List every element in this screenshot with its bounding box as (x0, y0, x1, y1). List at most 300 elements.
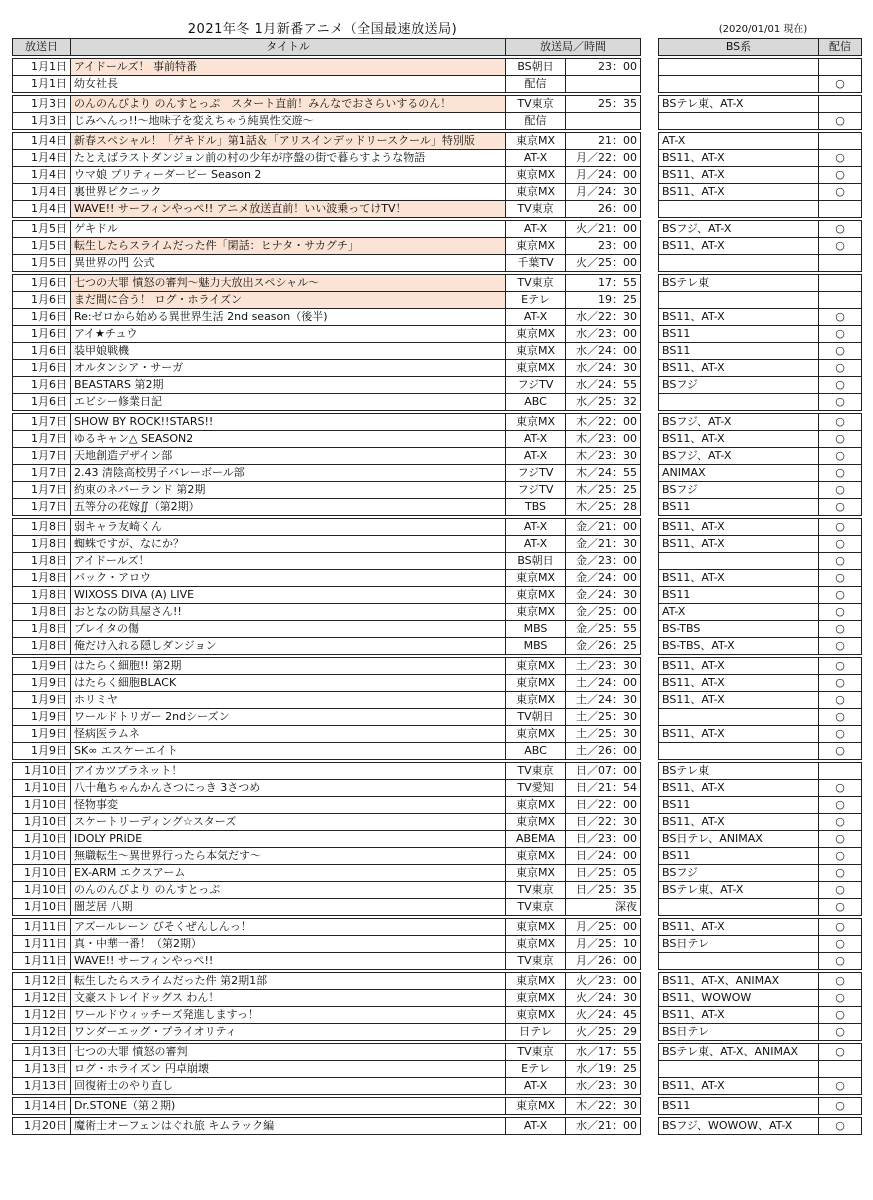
delivery-mark: ○ (819, 936, 862, 953)
delivery-mark: ○ (819, 465, 862, 482)
bs-stations: BSフジ、WOWOW、AT-X (659, 1118, 819, 1135)
bs-row (659, 519, 862, 536)
anime-title: オルタンシア・サーガ (71, 360, 506, 377)
broadcast-time: 水／23：30 (566, 1078, 641, 1095)
bs-row (659, 780, 862, 797)
air-date: 1月11日 (13, 919, 71, 936)
broadcast-time: 日／21：54 (566, 780, 641, 797)
broadcast-station: MBS (506, 621, 566, 638)
air-date: 1月9日 (13, 658, 71, 675)
bs-row (659, 953, 862, 970)
bs-row (659, 309, 862, 326)
broadcast-station: 東京MX (506, 726, 566, 743)
schedule-row (13, 221, 641, 238)
delivery-mark: ○ (819, 553, 862, 570)
air-date: 1月6日 (13, 292, 71, 309)
anime-title: 五等分の花嫁∬（第2期） (71, 499, 506, 516)
bs-row (659, 499, 862, 516)
broadcast-time: 火／23：00 (566, 973, 641, 990)
anime-title: 八十亀ちゃんかんさつにっき 3さつめ (71, 780, 506, 797)
schedule-row (13, 275, 641, 292)
bs-row (659, 133, 862, 150)
bs-stations (659, 743, 819, 760)
broadcast-time: 23：00 (566, 238, 641, 255)
broadcast-time: 水／24：55 (566, 377, 641, 394)
broadcast-time: 金／25：00 (566, 604, 641, 621)
broadcast-time (566, 113, 641, 130)
bs-stations: AT-X (659, 604, 819, 621)
broadcast-station: TV愛知 (506, 780, 566, 797)
anime-title: 怪病医ラムネ (71, 726, 506, 743)
bs-row (659, 326, 862, 343)
schedule-row (13, 343, 641, 360)
schedule-row (13, 482, 641, 499)
broadcast-time: 金／21：00 (566, 519, 641, 536)
bs-row (659, 848, 862, 865)
air-date: 1月10日 (13, 831, 71, 848)
anime-title: じみへんっ!!～地味子を変えちゃう純異性交遊～ (71, 113, 506, 130)
bs-row (659, 238, 862, 255)
anime-title: 真・中華一番！（第2期） (71, 936, 506, 953)
bs-stations: BS-TBS、AT-X (659, 638, 819, 655)
bs-row (659, 1061, 862, 1078)
bs-row (659, 1024, 862, 1041)
bs-stations (659, 255, 819, 272)
bs-row (659, 1078, 862, 1095)
broadcast-station: TV東京 (506, 953, 566, 970)
delivery-mark: ○ (819, 797, 862, 814)
bs-stations: BSフジ (659, 865, 819, 882)
broadcast-station: TV東京 (506, 201, 566, 218)
broadcast-station: フジTV (506, 482, 566, 499)
broadcast-time: 日／25：05 (566, 865, 641, 882)
bs-stations: BS日テレ (659, 1024, 819, 1041)
broadcast-station: Eテレ (506, 1061, 566, 1078)
bs-row (659, 553, 862, 570)
air-date: 1月4日 (13, 133, 71, 150)
broadcast-station: TV東京 (506, 882, 566, 899)
delivery-mark: ○ (819, 882, 862, 899)
anime-title: ワンダーエッグ・プライオリティ (71, 1024, 506, 1041)
anime-title: EX-ARM エクスアーム (71, 865, 506, 882)
broadcast-station: 日テレ (506, 1024, 566, 1041)
air-date: 1月10日 (13, 763, 71, 780)
broadcast-time: 土／25：30 (566, 709, 641, 726)
air-date: 1月3日 (13, 96, 71, 113)
broadcast-station: 東京MX (506, 587, 566, 604)
anime-title: WAVE!! サーフィンやっぺ!! (71, 953, 506, 970)
bs-stations: BSフジ (659, 377, 819, 394)
bs-table (658, 38, 862, 1135)
schedule-row (13, 990, 641, 1007)
broadcast-station: TV東京 (506, 96, 566, 113)
as-of-date: (2020/01/01 現在) (718, 24, 808, 35)
delivery-mark: ○ (819, 326, 862, 343)
air-date: 1月14日 (13, 1098, 71, 1115)
broadcast-station: 東京MX (506, 1007, 566, 1024)
anime-title: おとなの防具屋さん!! (71, 604, 506, 621)
delivery-mark: ○ (819, 709, 862, 726)
broadcast-time: 日／22：30 (566, 814, 641, 831)
delivery-mark: ○ (819, 343, 862, 360)
bs-stations (659, 292, 819, 309)
anime-title: 闇芝居 八期 (71, 899, 506, 916)
header-row (659, 39, 862, 56)
broadcast-time: 25：35 (566, 96, 641, 113)
header-station: 放送局／時間 (506, 39, 641, 56)
schedule-row (13, 1118, 641, 1135)
air-date: 1月13日 (13, 1078, 71, 1095)
bs-row (659, 973, 862, 990)
schedule-row (13, 936, 641, 953)
delivery-mark: ○ (819, 848, 862, 865)
bs-stations: BS11、AT-X (659, 1007, 819, 1024)
schedule-row (13, 431, 641, 448)
delivery-mark: ○ (819, 360, 862, 377)
schedule-row (13, 309, 641, 326)
air-date: 1月13日 (13, 1044, 71, 1061)
bs-stations: BS日テレ、ANIMAX (659, 831, 819, 848)
delivery-mark: ○ (819, 953, 862, 970)
air-date: 1月4日 (13, 184, 71, 201)
schedule-row (13, 780, 641, 797)
anime-title: のんのんびより のんすとっぷ (71, 882, 506, 899)
broadcast-time: 木／23：30 (566, 448, 641, 465)
bs-row (659, 275, 862, 292)
broadcast-station: AT-X (506, 1118, 566, 1135)
anime-title: アイ★チュウ (71, 326, 506, 343)
air-date: 1月6日 (13, 343, 71, 360)
delivery-mark: ○ (819, 394, 862, 411)
broadcast-time: 火／24：30 (566, 990, 641, 1007)
broadcast-station: TV朝日 (506, 709, 566, 726)
anime-title: 2.43 清陰高校男子バレーボール部 (71, 465, 506, 482)
air-date: 1月10日 (13, 865, 71, 882)
broadcast-station: TBS (506, 499, 566, 516)
anime-title: Dr.STONE（第２期) (71, 1098, 506, 1115)
delivery-mark: ○ (819, 113, 862, 130)
bs-row (659, 448, 862, 465)
air-date: 1月9日 (13, 743, 71, 760)
broadcast-time: 23：00 (566, 59, 641, 76)
schedule-row (13, 658, 641, 675)
bs-row (659, 919, 862, 936)
anime-title: 七つの大罪 憤怒の審判～魅力大放出スペシャル～ (71, 275, 506, 292)
delivery-mark: ○ (819, 1118, 862, 1135)
anime-title: エビシー修業日記 (71, 394, 506, 411)
header-title: タイトル (71, 39, 506, 56)
bs-stations (659, 201, 819, 218)
bs-stations: BS11 (659, 343, 819, 360)
anime-title: ワールドトリガー 2ndシーズン (71, 709, 506, 726)
bs-stations: BS11、AT-X (659, 1078, 819, 1095)
bs-stations: BSフジ、AT-X (659, 414, 819, 431)
delivery-mark (819, 1061, 862, 1078)
bs-stations: BS11、WOWOW (659, 990, 819, 1007)
air-date: 1月8日 (13, 587, 71, 604)
anime-title: 俺だけ入れる隠しダンジョン (71, 638, 506, 655)
bs-row (659, 184, 862, 201)
air-date: 1月12日 (13, 973, 71, 990)
air-date: 1月20日 (13, 1118, 71, 1135)
broadcast-station: TV東京 (506, 763, 566, 780)
broadcast-time: 木／24：55 (566, 465, 641, 482)
broadcast-time: 21：00 (566, 133, 641, 150)
air-date: 1月4日 (13, 201, 71, 218)
bs-stations: BS11、AT-X (659, 658, 819, 675)
bs-stations: BS11、AT-X (659, 536, 819, 553)
broadcast-time: 火／24：45 (566, 1007, 641, 1024)
delivery-mark: ○ (819, 675, 862, 692)
page-title: 2021年冬 1月新番アニメ（全国最速放送局) (187, 22, 458, 37)
broadcast-station: AT-X (506, 221, 566, 238)
delivery-mark: ○ (819, 150, 862, 167)
bs-row (659, 604, 862, 621)
broadcast-time: 日／25：35 (566, 882, 641, 899)
delivery-mark (819, 201, 862, 218)
schedule-row (13, 394, 641, 411)
anime-title: BEASTARS 第2期 (71, 377, 506, 394)
schedule-row (13, 326, 641, 343)
bs-row (659, 394, 862, 411)
anime-title: ゲキドル (71, 221, 506, 238)
delivery-mark: ○ (819, 621, 862, 638)
delivery-mark (819, 275, 862, 292)
schedule-row (13, 377, 641, 394)
schedule-row (13, 150, 641, 167)
delivery-mark (819, 59, 862, 76)
bs-stations: BSフジ、AT-X (659, 221, 819, 238)
anime-title: アイカツプラネット！ (71, 763, 506, 780)
air-date: 1月6日 (13, 326, 71, 343)
air-date: 1月9日 (13, 709, 71, 726)
delivery-mark: ○ (819, 831, 862, 848)
broadcast-time: 深夜 (566, 899, 641, 916)
bs-stations: BS11、AT-X (659, 431, 819, 448)
broadcast-time: 金／24：00 (566, 570, 641, 587)
air-date: 1月10日 (13, 848, 71, 865)
bs-row (659, 570, 862, 587)
air-date: 1月1日 (13, 76, 71, 93)
broadcast-station: 東京MX (506, 848, 566, 865)
broadcast-station: 東京MX (506, 167, 566, 184)
delivery-mark: ○ (819, 309, 862, 326)
delivery-mark: ○ (819, 431, 862, 448)
air-date: 1月8日 (13, 638, 71, 655)
bs-stations: BSテレ東、AT-X (659, 882, 819, 899)
bs-row (659, 536, 862, 553)
broadcast-station: BS朝日 (506, 59, 566, 76)
broadcast-station: 東京MX (506, 990, 566, 1007)
delivery-mark: ○ (819, 536, 862, 553)
air-date: 1月11日 (13, 953, 71, 970)
delivery-mark: ○ (819, 990, 862, 1007)
schedule-row (13, 1078, 641, 1095)
bs-stations: ANIMAX (659, 465, 819, 482)
broadcast-station: MBS (506, 638, 566, 655)
bs-row (659, 59, 862, 76)
schedule-row (13, 1024, 641, 1041)
bs-row (659, 936, 862, 953)
delivery-mark: ○ (819, 76, 862, 93)
bs-stations (659, 113, 819, 130)
schedule-row (13, 899, 641, 916)
broadcast-time: 土／26：00 (566, 743, 641, 760)
bs-row (659, 255, 862, 272)
schedule-row (13, 133, 641, 150)
broadcast-station: AT-X (506, 519, 566, 536)
broadcast-station: 配信 (506, 113, 566, 130)
bs-stations: BS11、AT-X (659, 726, 819, 743)
broadcast-station: 東京MX (506, 814, 566, 831)
delivery-mark: ○ (819, 414, 862, 431)
bs-row (659, 814, 862, 831)
broadcast-station: 東京MX (506, 692, 566, 709)
broadcast-time: 水／24：30 (566, 360, 641, 377)
broadcast-time: 17：55 (566, 275, 641, 292)
delivery-mark: ○ (819, 570, 862, 587)
bs-row (659, 675, 862, 692)
delivery-mark: ○ (819, 638, 862, 655)
broadcast-station: ABEMA (506, 831, 566, 848)
air-date: 1月7日 (13, 448, 71, 465)
bs-stations: BS11、AT-X (659, 167, 819, 184)
air-date: 1月8日 (13, 604, 71, 621)
broadcast-station: 東京MX (506, 343, 566, 360)
broadcast-station: 東京MX (506, 414, 566, 431)
schedule-row (13, 743, 641, 760)
bs-row (659, 1007, 862, 1024)
bs-row (659, 621, 862, 638)
anime-title: SHOW BY ROCK!!STARS!! (71, 414, 506, 431)
bs-row (659, 360, 862, 377)
broadcast-time: 月／25：10 (566, 936, 641, 953)
air-date: 1月10日 (13, 780, 71, 797)
air-date: 1月10日 (13, 899, 71, 916)
delivery-mark: ○ (819, 482, 862, 499)
bs-row (659, 692, 862, 709)
air-date: 1月12日 (13, 1007, 71, 1024)
schedule-row (13, 726, 641, 743)
anime-title: 天地創造デザイン部 (71, 448, 506, 465)
broadcast-time: 26：00 (566, 201, 641, 218)
bs-stations: BS11、AT-X (659, 692, 819, 709)
bs-stations: BS11、AT-X (659, 309, 819, 326)
air-date: 1月5日 (13, 255, 71, 272)
bs-stations: AT-X (659, 133, 819, 150)
anime-title: ウマ娘 プリティーダービー Season 2 (71, 167, 506, 184)
bs-stations: BS11 (659, 499, 819, 516)
broadcast-station: ABC (506, 394, 566, 411)
schedule-row (13, 621, 641, 638)
bs-row (659, 465, 862, 482)
air-date: 1月12日 (13, 1024, 71, 1041)
bs-row (659, 221, 862, 238)
air-date: 1月9日 (13, 692, 71, 709)
bs-stations: BSフジ (659, 482, 819, 499)
anime-title: ゆるキャン△ SEASON2 (71, 431, 506, 448)
delivery-mark: ○ (819, 780, 862, 797)
bs-stations: BS11、AT-X (659, 360, 819, 377)
air-date: 1月5日 (13, 238, 71, 255)
air-date: 1月8日 (13, 570, 71, 587)
anime-title: ブレイタの傷 (71, 621, 506, 638)
broadcast-time: 木／22：30 (566, 1098, 641, 1115)
bs-row (659, 1098, 862, 1115)
delivery-mark: ○ (819, 448, 862, 465)
schedule-row (13, 882, 641, 899)
schedule-row (13, 814, 641, 831)
broadcast-time: 日／24：00 (566, 848, 641, 865)
bs-stations: BS11、AT-X (659, 238, 819, 255)
air-date: 1月6日 (13, 275, 71, 292)
bs-stations (659, 899, 819, 916)
air-date: 1月8日 (13, 621, 71, 638)
bs-stations: BS11、AT-X (659, 184, 819, 201)
bs-stations (659, 59, 819, 76)
broadcast-time: 水／22：30 (566, 309, 641, 326)
delivery-mark: ○ (819, 973, 862, 990)
schedule-row (13, 675, 641, 692)
air-date: 1月6日 (13, 394, 71, 411)
anime-title: 転生したらスライムだった件「閑話：ヒナタ・サカグチ」 (71, 238, 506, 255)
anime-title: 蜘蛛ですが、なにか？ (71, 536, 506, 553)
bs-stations (659, 1061, 819, 1078)
delivery-mark: ○ (819, 1007, 862, 1024)
schedule-row (13, 865, 641, 882)
bs-stations: BS11、AT-X (659, 780, 819, 797)
delivery-mark: ○ (819, 221, 862, 238)
anime-title: 文豪ストレイドッグス わん！ (71, 990, 506, 1007)
broadcast-station: TV東京 (506, 275, 566, 292)
schedule-row (13, 848, 641, 865)
header-delivery: 配信 (819, 39, 862, 56)
schedule-row (13, 76, 641, 93)
schedule-row (13, 1098, 641, 1115)
broadcast-station: 配信 (506, 76, 566, 93)
schedule-row (13, 536, 641, 553)
schedule-row (13, 448, 641, 465)
broadcast-station: AT-X (506, 309, 566, 326)
broadcast-time: 金／25：55 (566, 621, 641, 638)
broadcast-station: 東京MX (506, 238, 566, 255)
bs-row (659, 587, 862, 604)
bs-stations: BS11、AT-X、ANIMAX (659, 973, 819, 990)
broadcast-station: TV東京 (506, 899, 566, 916)
schedule-row (13, 973, 641, 990)
anime-title: たとえばラストダンジョン前の村の少年が序盤の街で暮らすような物語 (71, 150, 506, 167)
anime-title: バック・アロウ (71, 570, 506, 587)
broadcast-time: 金／23：00 (566, 553, 641, 570)
broadcast-station: 東京MX (506, 326, 566, 343)
bs-row (659, 482, 862, 499)
bs-row (659, 743, 862, 760)
air-date: 1月9日 (13, 726, 71, 743)
broadcast-time: 日／23：00 (566, 831, 641, 848)
air-date: 1月5日 (13, 221, 71, 238)
delivery-mark: ○ (819, 1098, 862, 1115)
air-date: 1月8日 (13, 536, 71, 553)
bs-row (659, 709, 862, 726)
air-date: 1月6日 (13, 377, 71, 394)
delivery-mark (819, 96, 862, 113)
anime-title: 転生したらスライムだった件 第2期1部 (71, 973, 506, 990)
air-date: 1月11日 (13, 936, 71, 953)
delivery-mark: ○ (819, 184, 862, 201)
bs-stations: BS11、AT-X (659, 919, 819, 936)
bs-row (659, 1044, 862, 1061)
broadcast-station: 東京MX (506, 936, 566, 953)
